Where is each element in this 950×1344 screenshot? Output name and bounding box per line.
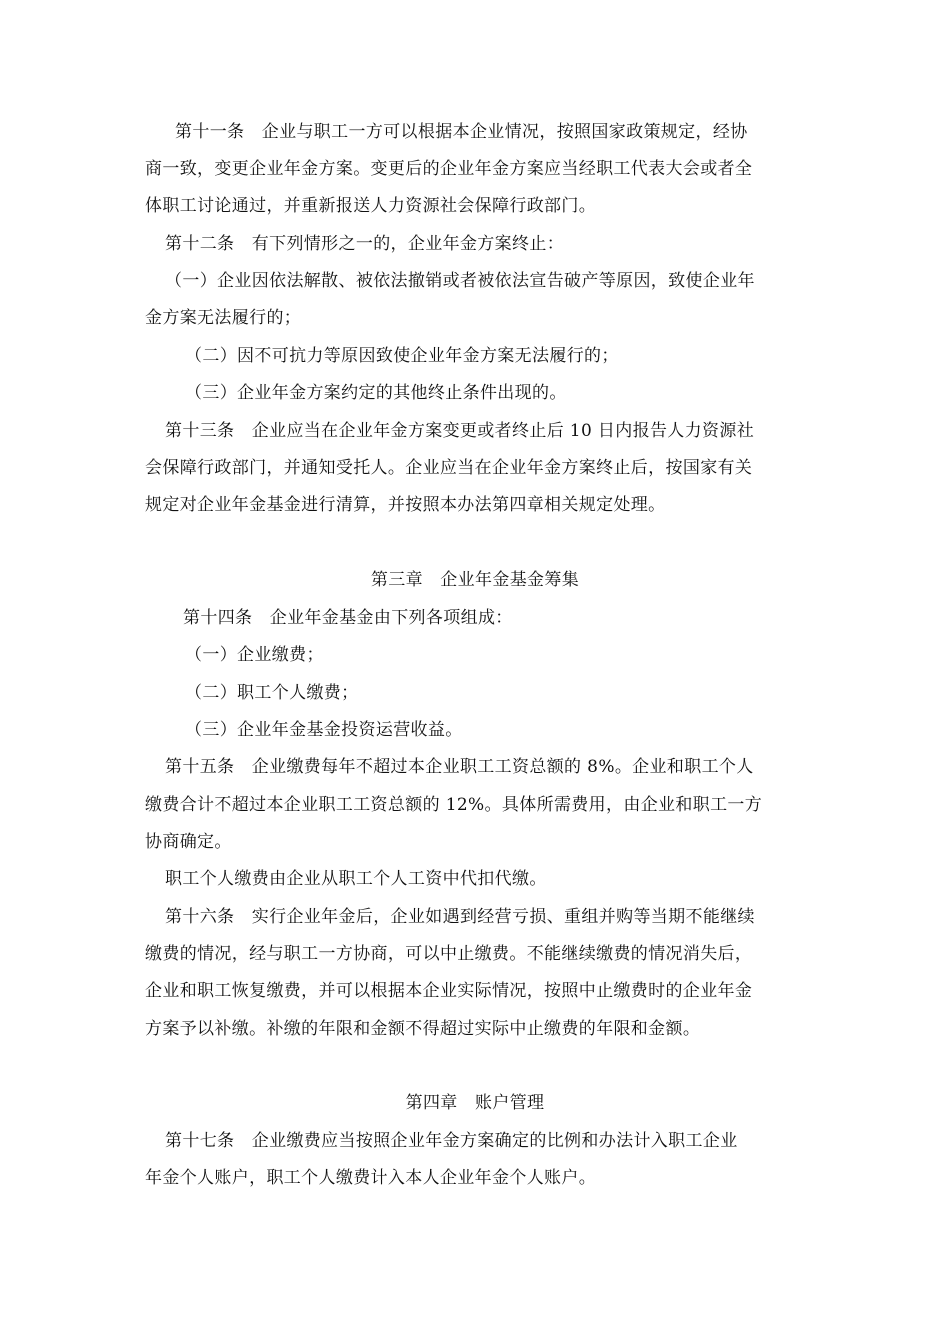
article-12-line-1: 第十二条 有下列情形之一的，企业年金方案终止： [165,234,565,254]
article-12-item-3: （三）企业年金方案约定的其他终止条件出现的。 [185,383,567,403]
article-14-item-2: （二）职工个人缴费； [185,683,359,703]
article-13-line-2: 会保障行政部门，并通知受托人。企业应当在企业年金方案终止后，按国家有关 [145,458,753,478]
article-15-line-1: 第十五条 企业缴费每年不超过本企业职工工资总额的 8%。企业和职工个人 [165,757,754,777]
article-17-line-1: 第十七条 企业缴费应当按照企业年金方案确定的比例和办法计入职工企业 [165,1131,738,1151]
article-14-item-1: （一）企业缴费； [185,645,324,665]
article-15-line-2: 缴费合计不超过本企业职工工资总额的 12%。具体所需费用，由企业和职工一方 [145,795,763,815]
article-16-line-4: 方案予以补缴。补缴的年限和金额不得超过实际中止缴费的年限和金额。 [145,1019,701,1039]
article-17-line-2: 年金个人账户，职工个人缴费计入本人企业年金个人账户。 [145,1168,597,1188]
article-12-item-1-line-2: 金方案无法履行的； [145,308,302,328]
article-16-line-3: 企业和职工恢复缴费，并可以根据本企业实际情况，按照中止缴费时的企业年金 [145,981,753,1001]
article-13-line-3: 规定对企业年金基金进行清算，并按照本办法第四章相关规定处理。 [145,495,666,515]
chapter-3-title: 第三章 企业年金基金筹集 [370,570,580,590]
article-14-item-3: （三）企业年金基金投资运营收益。 [185,720,463,740]
article-15-line-3: 协商确定。 [145,832,232,852]
chapter-4-title: 第四章 账户管理 [405,1093,545,1113]
article-12-item-1-line-1: （一）企业因依法解散、被依法撤销或者被依法宣告破产等原因，致使企业年 [165,271,755,291]
article-15-line-4: 职工个人缴费由企业从职工个人工资中代扣代缴。 [165,869,547,889]
article-11-line-1: 第十一条 企业与职工一方可以根据本企业情况，按照国家政策规定，经协 [175,122,748,142]
article-16-line-1: 第十六条 实行企业年金后，企业如遇到经营亏损、重组并购等当期不能继续 [165,907,755,927]
article-13-line-1: 第十三条 企业应当在企业年金方案变更或者终止后 10 日内报告人力资源社 [165,421,755,441]
article-14-line-1: 第十四条 企业年金基金由下列各项组成： [183,608,513,628]
article-12-item-2: （二）因不可抗力等原因致使企业年金方案无法履行的； [185,346,619,366]
article-16-line-2: 缴费的情况，经与职工一方协商，可以中止缴费。不能继续缴费的情况消失后， [145,944,753,964]
article-11-line-2: 商一致，变更企业年金方案。变更后的企业年金方案应当经职工代表大会或者全 [145,159,753,179]
article-11-line-3: 体职工讨论通过，并重新报送人力资源社会保障行政部门。 [145,196,597,216]
